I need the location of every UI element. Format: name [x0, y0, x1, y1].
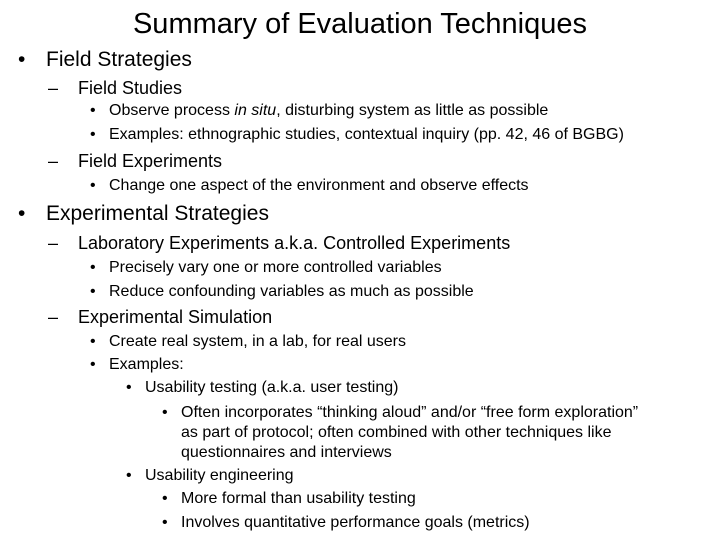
item-text: , disturbing system as little as possible	[276, 102, 549, 119]
bullet-dot: •	[18, 48, 26, 71]
item-text: Often incorporates “thinking aloud” and/or “free form exploration”	[181, 404, 639, 421]
item-text: Change one aspect of the environment and observe effects	[109, 177, 529, 194]
bullet-dot: •	[90, 356, 96, 373]
item-text: Field Studies	[78, 78, 183, 98]
subheading-experimental-simulation	[48, 306, 273, 329]
item-text: Field Strategies	[46, 48, 192, 71]
bullet-dot: •	[162, 514, 168, 531]
bullet-dot: •	[90, 177, 96, 194]
slide-title: Summary of Evaluation Techniques	[132, 8, 588, 40]
item-text: Experimental Simulation	[78, 307, 273, 327]
bullet-dot: •	[90, 283, 96, 300]
subheading-laboratory-experiments	[48, 232, 511, 255]
item-text: Field Experiments	[78, 151, 223, 171]
item-text: Experimental Strategies	[46, 202, 269, 225]
list-item	[126, 466, 294, 486]
bullet-dot: •	[90, 333, 96, 350]
list-item-continuation	[181, 423, 611, 443]
bullet-dot: •	[90, 259, 96, 276]
bullet-dash: –	[48, 307, 59, 327]
item-text: Usability testing (a.k.a. user testing)	[145, 379, 399, 396]
item-text: Involves quantitative performance goals (metrics)	[181, 514, 530, 531]
list-item	[162, 489, 416, 509]
item-text: Reduce confounding variables as much as possible	[109, 283, 474, 300]
bullet-dot: •	[162, 404, 168, 421]
list-item-continuation	[181, 443, 392, 463]
list-item	[90, 332, 407, 352]
subheading-field-experiments	[48, 150, 223, 173]
item-text: Laboratory Experiments a.k.a. Controlled Experiments	[78, 233, 511, 253]
bullet-dash: –	[48, 233, 59, 253]
list-item	[90, 258, 442, 278]
heading-experimental-strategies	[18, 201, 269, 227]
list-item	[90, 176, 529, 196]
item-text: Observe process	[109, 102, 235, 119]
item-text: Precisely vary one or more controlled variables	[109, 259, 442, 276]
subheading-field-studies	[48, 77, 183, 100]
list-item	[90, 125, 624, 145]
list-item	[90, 101, 549, 121]
item-text: Create real system, in a lab, for real users	[109, 333, 407, 350]
bullet-dot: •	[126, 467, 132, 484]
item-text: Examples:	[109, 356, 184, 373]
bullet-dot: •	[18, 202, 26, 225]
item-text: as part of protocol; often combined with other techniques like	[181, 424, 612, 441]
bullet-dash: –	[48, 78, 59, 98]
emphasis-text: in situ	[234, 102, 277, 119]
list-item	[90, 355, 184, 375]
list-item	[162, 513, 530, 533]
item-text: More formal than usability testing	[181, 490, 416, 507]
bullet-dot: •	[126, 379, 132, 396]
item-text: Examples: ethnographic studies, contextual inquiry (pp. 42, 46 of BGBG)	[109, 126, 624, 143]
bullet-dash: –	[48, 151, 59, 171]
list-item	[162, 403, 639, 423]
list-item	[126, 378, 399, 398]
item-text: questionnaires and interviews	[181, 444, 392, 461]
bullet-dot: •	[90, 126, 96, 143]
heading-field-strategies	[18, 47, 192, 73]
list-item	[90, 282, 474, 302]
bullet-dot: •	[90, 102, 96, 119]
item-text: Usability engineering	[145, 467, 294, 484]
bullet-dot: •	[162, 490, 168, 507]
